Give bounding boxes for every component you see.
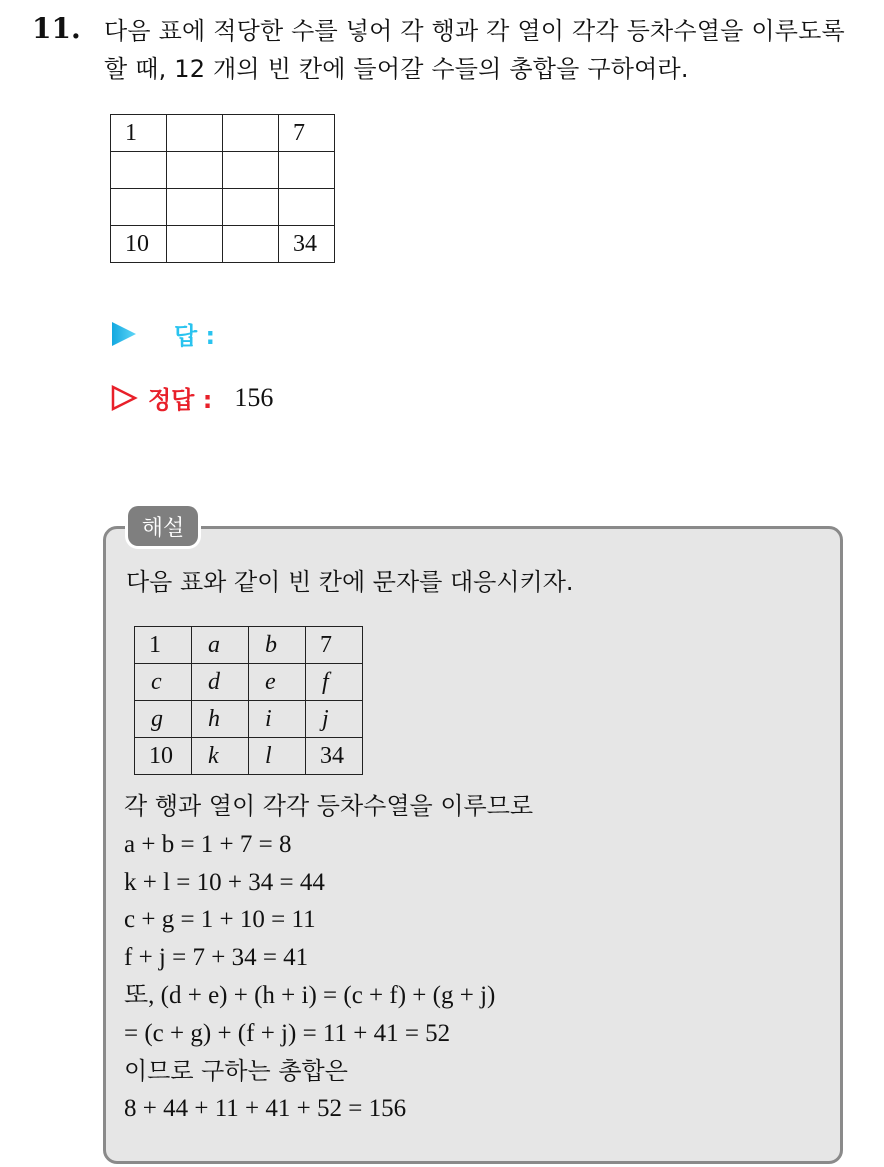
grid-cell bbox=[167, 189, 223, 226]
grid-row bbox=[111, 152, 335, 189]
problem-text-line-2: 할 때, 12 개의 빈 칸에 들어갈 수들의 총합을 구하여라. bbox=[104, 55, 689, 83]
grid-cell: 34 bbox=[279, 226, 335, 263]
grid-cell: g bbox=[135, 701, 192, 738]
grid-cell: 7 bbox=[279, 115, 335, 152]
grid-cell: j bbox=[306, 701, 363, 738]
grid-row bbox=[111, 189, 335, 226]
grid-cell: 7 bbox=[306, 627, 363, 664]
correct-answer-label: 정답 : bbox=[148, 386, 213, 414]
grid-cell bbox=[223, 152, 279, 189]
grid-cell: 34 bbox=[306, 738, 363, 775]
grid-cell bbox=[223, 189, 279, 226]
problem-text-line-1: 다음 표에 적당한 수를 넣어 각 행과 각 열이 각각 등차수열을 이루도록 bbox=[104, 17, 845, 45]
solution-equation: a + b = 1 + 7 = 8 bbox=[124, 830, 292, 858]
grid-cell bbox=[223, 115, 279, 152]
grid-cell: l bbox=[249, 738, 306, 775]
grid-cell bbox=[167, 152, 223, 189]
grid-row bbox=[135, 627, 363, 664]
solution-equation: = (c + g) + (f + j) = 11 + 41 = 52 bbox=[124, 1019, 451, 1047]
solution-equation: c + g = 1 + 10 = 11 bbox=[124, 906, 316, 934]
problem-grid bbox=[110, 114, 335, 263]
grid-cell bbox=[223, 226, 279, 263]
solution-grid bbox=[134, 626, 363, 775]
grid-cell: h bbox=[192, 701, 249, 738]
solution-intro: 다음 표와 같이 빈 칸에 문자를 대응시키자. bbox=[126, 568, 574, 596]
grid-cell: b bbox=[249, 627, 306, 664]
grid-cell: c bbox=[135, 664, 192, 701]
grid-cell: a bbox=[192, 627, 249, 664]
filled-triangle-marker-icon bbox=[110, 319, 138, 349]
grid-cell: 1 bbox=[135, 627, 192, 664]
grid-cell: f bbox=[306, 664, 363, 701]
grid-row bbox=[135, 664, 363, 701]
grid-row bbox=[135, 738, 363, 775]
answer-blank-row bbox=[110, 316, 215, 351]
grid-cell: 10 bbox=[135, 738, 192, 775]
grid-cell: 1 bbox=[111, 115, 167, 152]
grid-cell: k bbox=[192, 738, 249, 775]
grid-cell bbox=[111, 189, 167, 226]
solution-line: 이므로 구하는 총합은 bbox=[124, 1056, 348, 1085]
answer-label: 답 : bbox=[174, 322, 216, 350]
solution-equation: k + l = 10 + 34 = 44 bbox=[124, 868, 325, 896]
solution-equation: 또, (d + e) + (h + i) = (c + f) + (g + j) bbox=[124, 981, 496, 1009]
grid-cell bbox=[279, 152, 335, 189]
grid-cell: d bbox=[192, 664, 249, 701]
outline-triangle-marker-icon bbox=[110, 383, 138, 413]
grid-row bbox=[135, 701, 363, 738]
solution-equation: f + j = 7 + 34 = 41 bbox=[124, 944, 309, 972]
solution-steps bbox=[124, 788, 824, 1128]
grid-row bbox=[111, 226, 335, 263]
solution-equation: 8 + 44 + 11 + 41 + 52 = 156 bbox=[124, 1095, 407, 1123]
grid-cell: 10 bbox=[111, 226, 167, 263]
grid-cell bbox=[167, 226, 223, 263]
problem-statement bbox=[104, 12, 874, 88]
grid-cell: i bbox=[249, 701, 306, 738]
correct-answer-row bbox=[110, 380, 273, 415]
grid-row bbox=[111, 115, 335, 152]
grid-cell bbox=[279, 189, 335, 226]
solution-line: 각 행과 열이 각각 등차수열을 이루므로 bbox=[124, 792, 534, 820]
solution-tab: 해설 bbox=[128, 506, 198, 546]
grid-cell bbox=[111, 152, 167, 189]
grid-cell bbox=[167, 115, 223, 152]
problem-number: 11. bbox=[32, 12, 81, 45]
correct-answer-value: 156 bbox=[234, 382, 274, 412]
grid-cell: e bbox=[249, 664, 306, 701]
